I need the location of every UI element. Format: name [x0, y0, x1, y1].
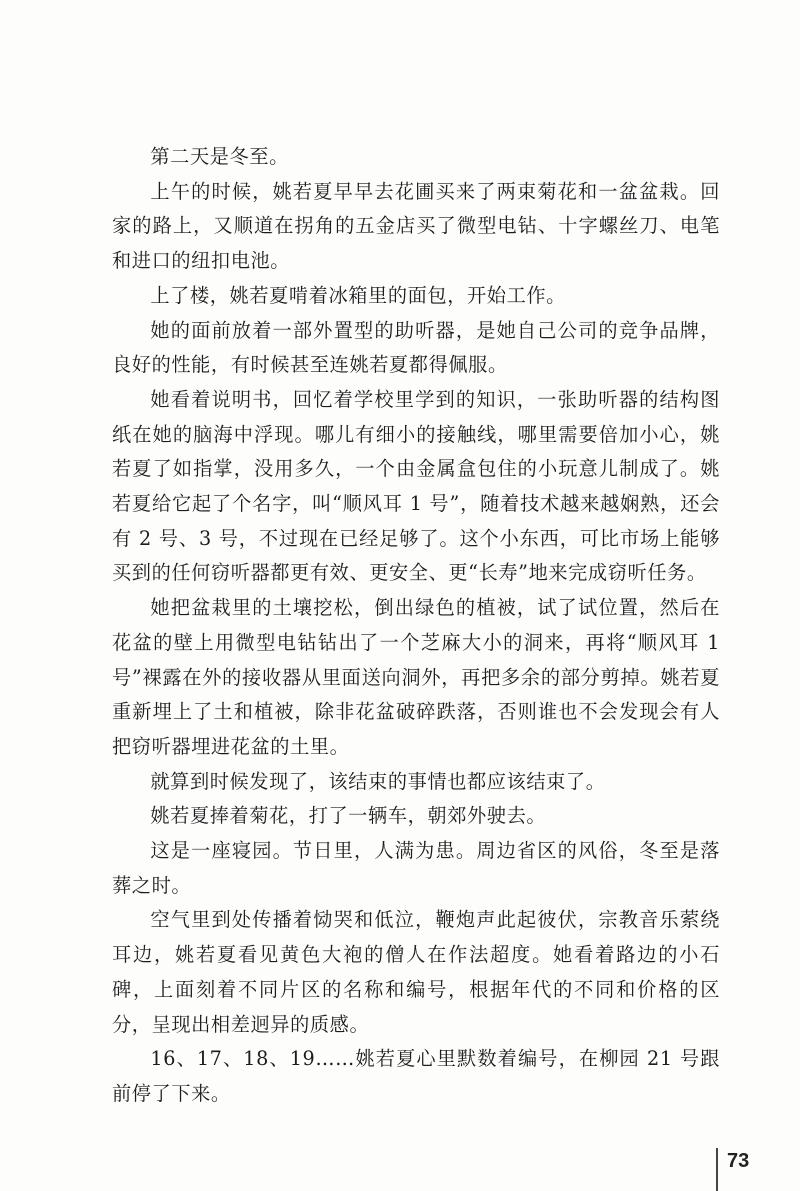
paragraph: 这是一座寝园。节日里，人满为患。周边省区的风俗，冬至是落葬之时。 [112, 839, 720, 897]
paragraph: 她的面前放着一部外置型的助听器，是她自己公司的竞争品牌，良好的性能，有时候甚至连姚若夏都得佩服。 [112, 318, 720, 377]
paragraph: 第二天是冬至。 [150, 145, 289, 168]
paragraph: 姚若夏捧着菊花，打了一辆车，朝郊外驶去。 [150, 804, 547, 828]
page-number: 73 [727, 1150, 750, 1172]
paragraph: 空气里到处传播着恸哭和低泣，鞭炮声此起彼伏，宗教音乐萦绕耳边，姚若夏看见黄色大袍的僧人在作法超度。她看着路边的小石碑，上面刻着不同片区的名称和编号，根据年代的不同和价格的区分，呈现出相差迥异的质感。 [112, 908, 720, 1036]
paragraph: 就算到时候发现了，该结束的事情也都应该结束了。 [150, 769, 606, 793]
paragraph: 上午的时候，姚若夏早早去花圃买来了两束菊花和一盆盆栽。回家的路上，又顺道在拐角的五金店买了微型电钻、十字螺丝刀、电笔和进口的纽扣电池。 [112, 179, 720, 273]
paragraph: 上了楼，姚若夏啃着冰箱里的面包，开始工作。 [150, 283, 566, 307]
paragraph: 16、17、18、19……姚若夏心里默数着编号，在柳园 21 号跟前停了下来。 [112, 1047, 720, 1105]
paragraph: 她把盆栽里的土壤挖松，倒出绿色的植被，试了试位置，然后在花盆的壁上用微型电钻钻出了一个芝麻大小的洞来，再将“顺风耳 1 号”裸露在外的接收器从里面送向洞外，再把多余的部分剪掉。姚若夏重新埋上了土和植被，除非花盆破碎跌落，否则谁也不会发现会有人把窃听器埋进花盆的土里。 [112, 596, 720, 758]
margin-rule [716, 1148, 718, 1191]
paragraph: 她看着说明书，回忆着学校里学到的知识，一张助听器的结构图纸在她的脑海中浮现。哪儿有细小的接触线，哪里需要倍加小心，姚若夏了如指掌，没用多久，一个由金属盒包住的小玩意儿制成了。姚若夏给它起了个名字，叫“顺风耳 1 号”，随着技术越来越娴熟，还会有 2 号、3 号，不过现在已经足够了。这个小东西，可比市场上能够买到的任何窃听器都更有效、更安全、更“长寿”地来完成窃听任务。 [112, 387, 720, 585]
body-text [112, 140, 720, 1112]
